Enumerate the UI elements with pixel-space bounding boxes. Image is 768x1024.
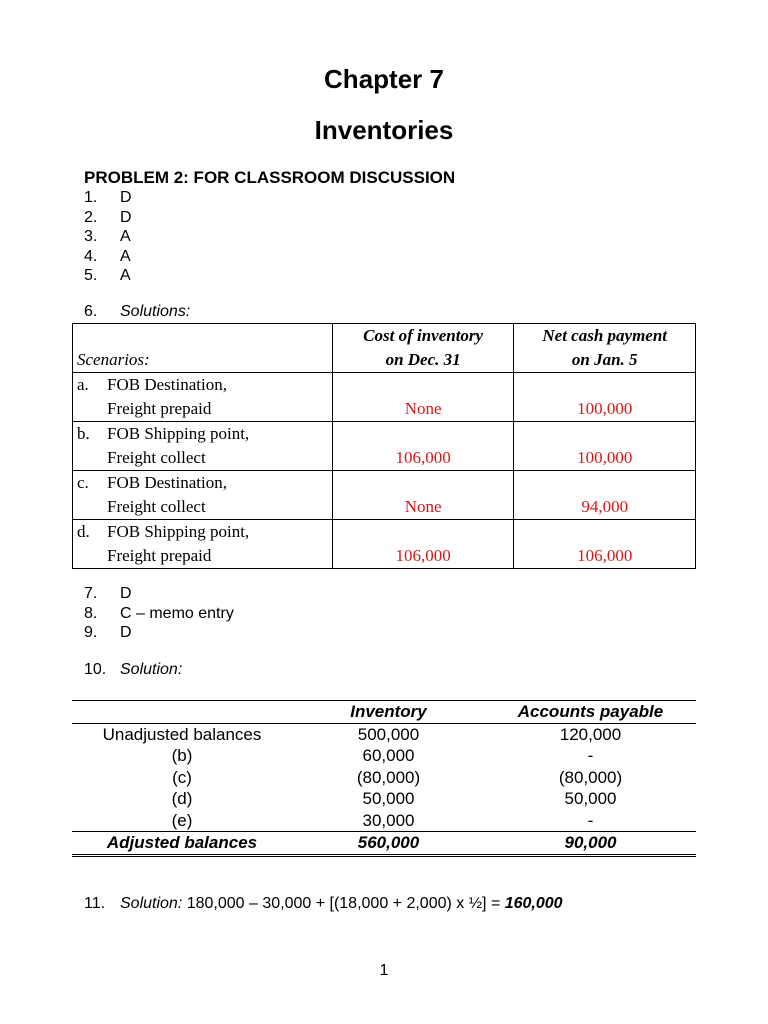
table-row: c. FOB Destination,	[73, 471, 696, 496]
balance-table	[72, 700, 696, 857]
page-title: Inventories	[314, 115, 454, 145]
scenario-header-row-1: Cost of inventory Net cash payment	[73, 324, 696, 349]
list-item: 5. A	[84, 267, 131, 284]
table-row: d. FOB Shipping point,	[73, 520, 696, 545]
chapter-heading: Chapter 7	[324, 64, 444, 94]
answer-list-1-5	[84, 188, 132, 286]
problem-title: PROBLEM 2: FOR CLASSROOM DISCUSSION	[84, 168, 456, 187]
answer-list-7-9	[84, 584, 234, 643]
list-item: 1. D	[84, 189, 132, 206]
table-row: (e) 30,000 -	[171, 810, 594, 830]
item-6-label: 6. Solutions:	[84, 303, 191, 320]
table-row: b. FOB Shipping point,	[73, 422, 696, 447]
list-item: 3. A	[84, 228, 131, 245]
list-item: 8. C – memo entry	[84, 604, 234, 622]
list-item: 4. A	[84, 247, 131, 265]
table-row: (b) 60,000 -	[171, 746, 594, 765]
table-row: Freight prepaid 106,000 106,000	[73, 544, 696, 569]
page-number: 1	[379, 962, 389, 979]
scenario-header-row-2: Scenarios: on Dec. 31 on Jan. 5	[73, 348, 696, 373]
table-row: a. FOB Destination,	[73, 373, 696, 398]
list-item: 2. D	[84, 208, 132, 226]
table-row: Unadjusted balances 500,000 120,000	[102, 724, 622, 744]
item-11-line: 11. Solution: 180,000 – 30,000 + [(18,000 + 2,000) x ½] = 160,000	[84, 895, 563, 912]
table-row: Freight prepaid None 100,000	[73, 397, 696, 422]
table-row: (c) (80,000) (80,000)	[172, 767, 623, 787]
balance-total-row: Adjusted balances 560,000 90,000	[72, 832, 696, 856]
list-item: 7. D	[84, 585, 132, 602]
scenario-table	[72, 323, 696, 569]
balance-header-row: Inventory Accounts payable	[72, 701, 696, 724]
item-10-label: 10. Solution:	[84, 661, 183, 678]
list-item: 9. D	[84, 624, 132, 641]
table-row: Freight collect None 94,000	[73, 495, 696, 520]
table-row: Freight collect 106,000 100,000	[73, 446, 696, 471]
table-row: (d) 50,000 50,000	[171, 789, 617, 808]
